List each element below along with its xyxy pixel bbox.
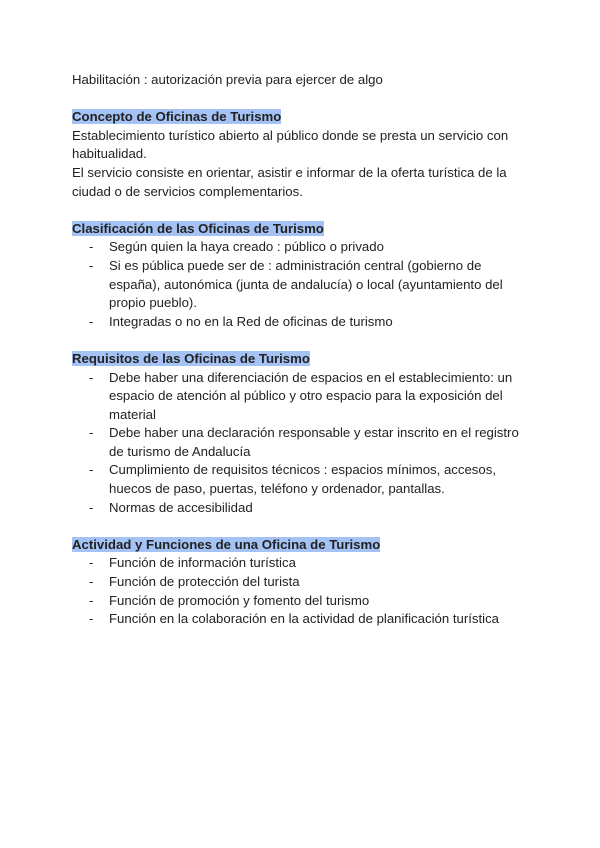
document-page — [72, 71, 532, 629]
section-heading-concepto — [72, 108, 532, 127]
section-heading-text: Requisitos de las Oficinas de Turismo — [72, 350, 310, 366]
paragraph: Establecimiento turístico abierto al público donde se presta un servicio con habitualidad. — [72, 127, 509, 162]
section-heading-text: Concepto de Oficinas de Turismo — [72, 109, 282, 125]
list-item: - Debe haber una diferenciación de espacios en el establecimiento: un espacio de atención al público y otro espacio para la exposición del material — [72, 369, 532, 425]
paragraph: El servicio consiste en orientar, asistir e informar de la oferta turística de la ciudad o de servicios complementarios. — [72, 164, 507, 199]
list-item: - Debe haber una declaración responsable y estar inscrito en el registro de turismo de Andalucía — [72, 424, 532, 461]
list-item: - Si es pública puede ser de : administración central (gobierno de españa), autonómica (junta de andalucía) o local (ayuntamiento del propio pueblo). — [72, 257, 532, 313]
spacer — [72, 201, 532, 220]
section-heading-clasificacion — [72, 220, 532, 239]
spacer — [72, 517, 532, 536]
list-item: - Función de protección del turista — [72, 573, 532, 592]
list-item: - Normas de accesibilidad — [72, 499, 532, 518]
actividad-list — [72, 554, 532, 628]
section-heading-actividad — [72, 536, 532, 555]
list-item: - Función de promoción y fomento del turismo — [72, 592, 532, 611]
list-item: - Cumplimiento de requisitos técnicos : espacios mínimos, accesos, huecos de paso, puertas, teléfono y ordenador, pantallas. — [72, 461, 532, 498]
list-item: - Según quien la haya creado : público o privado — [72, 238, 532, 257]
list-item: - Función en la colaboración en la actividad de planificación turística — [72, 610, 532, 629]
intro-line: Habilitación : autorización previa para ejercer de algo — [72, 72, 383, 87]
section-heading-text: Clasificación de las Oficinas de Turismo — [72, 220, 324, 236]
spacer — [72, 331, 532, 350]
list-item: - Integradas o no en la Red de oficinas de turismo — [72, 313, 532, 332]
requisitos-list — [72, 369, 532, 518]
section-heading-text: Actividad y Funciones de una Oficina de Turismo — [72, 536, 381, 552]
spacer — [72, 90, 532, 109]
clasificacion-list — [72, 238, 532, 331]
list-item: - Función de información turística — [72, 554, 532, 573]
section-heading-requisitos — [72, 350, 532, 369]
